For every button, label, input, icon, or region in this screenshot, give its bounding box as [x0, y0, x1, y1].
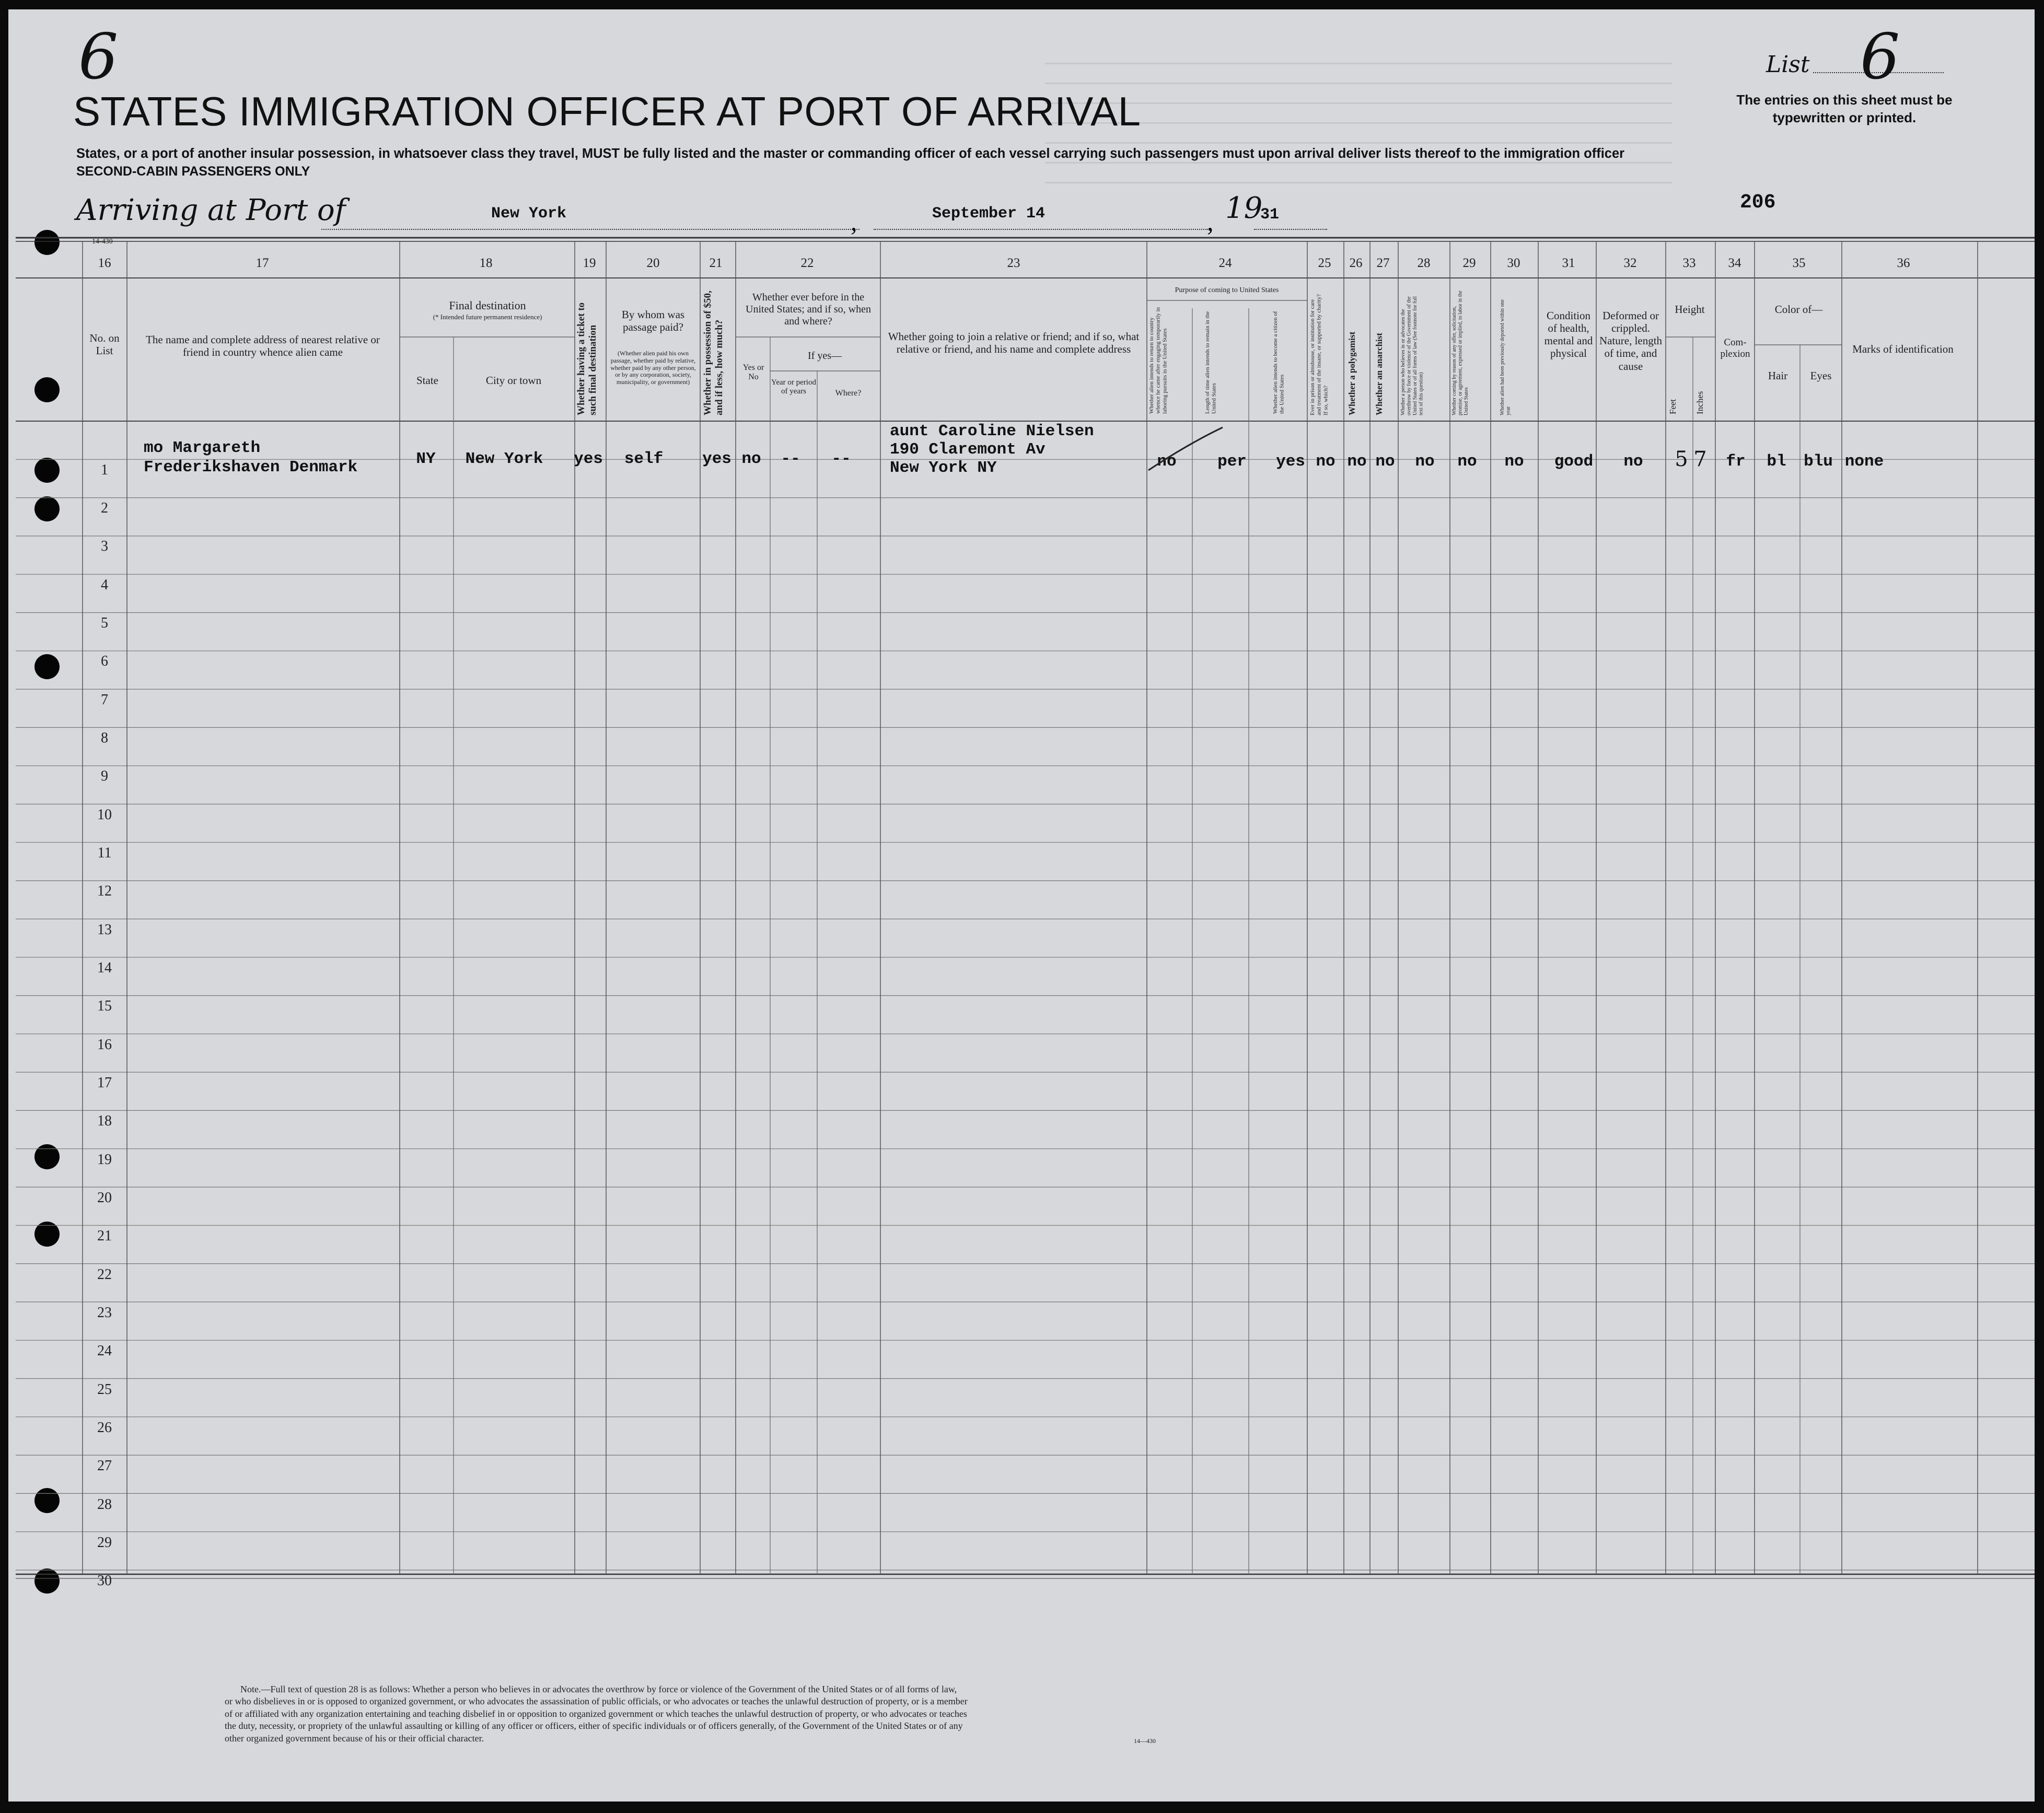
header-purpose-a: Whether alien intends to return to country whence he came after engaging temporarily in laboring pursuits in the United States — [1148, 307, 1168, 414]
header-state: State — [416, 374, 438, 387]
row-number: 6 — [101, 653, 108, 669]
column-number-19: 19 — [583, 256, 596, 270]
row-number: 14 — [97, 960, 112, 976]
header-labor-contract: Whether coming by reason of any offer, solicitation, promise, or agreement, expressed or implied, to labor in the United States — [1451, 290, 1469, 415]
row-number: 13 — [97, 922, 112, 938]
entry-before-us: no — [741, 450, 761, 468]
row-number: 4 — [101, 577, 108, 593]
row-number: 21 — [97, 1228, 112, 1244]
form-code: 14-430 — [92, 238, 113, 246]
column-number-30: 30 — [1507, 256, 1520, 270]
row-number: 2 — [101, 500, 108, 516]
row-number: 15 — [97, 998, 112, 1014]
header-money: Whether in possession of $50, and if less, how much? — [702, 290, 725, 415]
entry-passage-paid: self — [624, 450, 664, 468]
list-number: 6 — [1860, 21, 1900, 94]
entry-where: -- — [831, 450, 851, 468]
column-number-24: 24 — [1218, 256, 1232, 270]
row-number: 20 — [97, 1190, 112, 1206]
year-suffix: 31 — [1260, 206, 1280, 224]
list-label: List — [1766, 51, 1810, 78]
year-prefix: 19 — [1225, 191, 1263, 225]
header-name-address: The name and complete address of nearest relative or friend in country whence alien came — [146, 333, 380, 359]
row-number: 1 — [101, 462, 108, 478]
entry-ticket: yes — [574, 450, 603, 468]
header-inches: Inches — [1695, 391, 1705, 414]
column-number-25: 25 — [1318, 256, 1331, 270]
stamp-number: 206 — [1740, 191, 1776, 214]
column-number-18: 18 — [479, 256, 493, 270]
entry-city: New York — [465, 450, 543, 468]
header-if-yes: If yes— — [808, 350, 842, 362]
row-number: 19 — [97, 1152, 112, 1168]
comma: , — [1207, 207, 1214, 236]
header-purpose-c: Whether alien intends to become a citizen of the United States — [1272, 311, 1285, 414]
row-number: 23 — [97, 1305, 112, 1321]
header-prison: Ever in prison or almshouse, or institution for care and treatment of the insane, or supported by charity? If so, which? — [1309, 294, 1329, 415]
header-anarchist: Whether an anarchist — [1374, 332, 1384, 415]
header-final-destination-note: (* Intended future permanent residence) — [433, 313, 542, 321]
footnote-line: the duty, necessity, or propriety of the unlawful assaulting or killing of any officer or officers, either of specific individuals or of officers generally, of the Government of the United States or of any — [225, 1721, 963, 1731]
entry-deformed: no — [1623, 452, 1643, 471]
column-number-27: 27 — [1376, 256, 1390, 270]
entry-feet: 5 — [1675, 447, 1688, 471]
entry-prison: no — [1316, 452, 1335, 471]
entry-complexion: fr — [1726, 452, 1746, 471]
manifest-sheet — [8, 9, 2035, 1802]
entry-deported: no — [1504, 452, 1524, 471]
header-ticket: Whether having a ticket to such final destination — [576, 302, 598, 415]
row-number: 9 — [101, 768, 108, 784]
header-city: City or town — [485, 374, 542, 387]
header-purpose: Purpose of coming to United States — [1175, 286, 1279, 294]
row-number: 16 — [97, 1037, 112, 1053]
footnote — [225, 1683, 968, 1745]
row-number: 30 — [97, 1573, 112, 1589]
header-height: Height — [1675, 303, 1705, 316]
entry-return-country: no — [1157, 452, 1177, 471]
header-before-us: Whether ever before in the United States; and if so, when and where? — [746, 292, 871, 327]
column-number-17: 17 — [256, 256, 269, 270]
entry-marks: none — [1844, 452, 1884, 471]
comma: , — [851, 207, 857, 236]
pen-stroke-mark — [1144, 424, 1228, 477]
page-title: STATES IMMIGRATION OFFICER AT PORT OF ARRIVAL — [73, 88, 1141, 134]
entry-year-period: -- — [781, 450, 800, 468]
entry-health: good — [1554, 452, 1594, 471]
manifest-grid — [8, 9, 2035, 1802]
column-number-26: 26 — [1349, 256, 1363, 270]
header-marks: Marks of identification — [1852, 343, 1954, 355]
typewritten-notice: The entries on this sheet must be typewritten or printed. — [1736, 92, 1953, 125]
footnote-line: or who disbelieves in or is opposed to organized government, or who advocates the assassination of public officials, or who advocates or teaches the unlawful destruction of property, or is a member — [225, 1696, 968, 1707]
header-polygamist: Whether a polygamist — [1347, 331, 1357, 415]
footnote-line: of or affiliated with any organization entertaining and teaching disbelief in or opposition to organized government or which teaches the unlawful destruction of property, or who advocates or teaches — [225, 1708, 967, 1719]
row-number: 12 — [97, 883, 112, 899]
entry-relative-line2: Frederikshaven Denmark — [144, 458, 358, 477]
row-number: 22 — [97, 1266, 112, 1283]
date-value: September 14 — [932, 205, 1046, 223]
row-number: 3 — [101, 538, 108, 554]
entry-relative-line1: mo Margareth — [144, 439, 261, 457]
header-where: Where? — [835, 389, 862, 398]
row-number: 25 — [97, 1381, 112, 1398]
header-complexion: Com- plexion — [1720, 337, 1750, 359]
footnote-line: Note.—Full text of question 28 is as follows: Whether a person who believes in or advocates the overthrow by force or violence of the Government of the United States or of all forms of law, — [240, 1684, 957, 1694]
column-number-20: 20 — [646, 256, 660, 270]
column-number-33: 33 — [1682, 256, 1696, 270]
row-number: 27 — [97, 1458, 112, 1474]
subtitle-line1: States, or a port of another insular possession, in whatsoever class they travel, MUST be fully listed and the master or commanding officer of each vessel carrying such passengers must upon arrival deliver lists thereof to the immigration officer — [76, 146, 1625, 161]
row-number: 26 — [97, 1420, 112, 1436]
header-join-relative: Whether going to join a relative or friend; and if so, what relative or friend, and his name and complete address — [888, 330, 1140, 356]
entry-eyes: blu — [1804, 452, 1833, 471]
entry-state: NY — [416, 450, 436, 468]
column-number-16: 16 — [98, 256, 111, 270]
footnote-code: 14—430 — [1134, 1737, 1156, 1745]
header-hair: Hair — [1768, 369, 1788, 382]
entry-join-line2: 190 Claremont Av — [890, 440, 1046, 459]
header-final-destination: Final destination — [449, 299, 526, 312]
subtitle-line2: SECOND-CABIN PASSENGERS ONLY — [76, 164, 310, 179]
header-yes-or-no: Yes or No — [742, 363, 764, 382]
entry-labor-contract: no — [1457, 452, 1477, 471]
header-year-period: Year or period of years — [771, 378, 816, 396]
arriving-label: Arriving at Port of — [76, 193, 346, 227]
row-number: 10 — [97, 807, 112, 823]
header-condition: Condition of health, mental and physical — [1544, 309, 1593, 360]
row-number: 11 — [97, 845, 112, 861]
entry-anarchist: no — [1375, 452, 1395, 471]
header-purpose-b: Length of time alien intends to remain in the United States — [1204, 311, 1217, 414]
row-number: 17 — [97, 1075, 112, 1091]
header-overthrow: Whether a person who believes in or advocates the overthrow by force or violence of the Government of the United States or of all forms of law (See footnote for full text of this question) — [1400, 296, 1424, 415]
header-deported: Whether alien had been previously deported within one year — [1500, 299, 1512, 415]
port-value: New York — [491, 205, 567, 223]
entry-polygamist: no — [1347, 452, 1367, 471]
entry-overthrow: no — [1415, 452, 1435, 471]
header-passage-title: By whom was passage paid? — [621, 308, 685, 334]
row-number: 8 — [101, 730, 108, 746]
column-number-34: 34 — [1728, 256, 1741, 270]
row-number: 7 — [101, 692, 108, 708]
header-feet: Feet — [1668, 399, 1678, 414]
header-deformed: Deformed or crippled. Nature, length of time, and cause — [1599, 309, 1663, 373]
column-number-29: 29 — [1462, 256, 1476, 270]
column-number-28: 28 — [1417, 256, 1431, 270]
column-number-31: 31 — [1562, 256, 1575, 270]
header-eyes: Eyes — [1810, 369, 1832, 382]
header-no-on-list: No. on List — [89, 332, 120, 357]
column-number-23: 23 — [1007, 256, 1020, 270]
column-number-32: 32 — [1623, 256, 1637, 270]
row-number: 28 — [97, 1496, 112, 1513]
row-number: 29 — [97, 1535, 112, 1551]
header-color-of: Color of— — [1774, 303, 1823, 316]
entry-hair: bl — [1767, 452, 1786, 471]
entry-length-stay: per — [1217, 452, 1247, 471]
entry-inches: 7 — [1693, 447, 1707, 471]
column-number-22: 22 — [800, 256, 814, 270]
entry-money: yes — [702, 450, 731, 468]
column-number-21: 21 — [709, 256, 723, 270]
header-passage-note: (Whether alien paid his own passage, whether paid by relative, whether paid by any other person, or by any corporation, society, municipality, or government) — [610, 350, 696, 386]
column-number-35: 35 — [1792, 256, 1806, 270]
entry-join-line3: New York NY — [890, 459, 997, 477]
row-number: 18 — [97, 1113, 112, 1129]
row-number: 5 — [101, 615, 108, 631]
entry-join-line1: aunt Caroline Nielsen — [890, 422, 1094, 440]
entry-become-citizen: yes — [1276, 452, 1305, 471]
row-number: 24 — [97, 1343, 112, 1359]
footnote-line: other organized government because of his or their official character. — [225, 1733, 484, 1744]
sheet-number-handwritten: 6 — [78, 21, 119, 94]
column-number-36: 36 — [1897, 256, 1910, 270]
